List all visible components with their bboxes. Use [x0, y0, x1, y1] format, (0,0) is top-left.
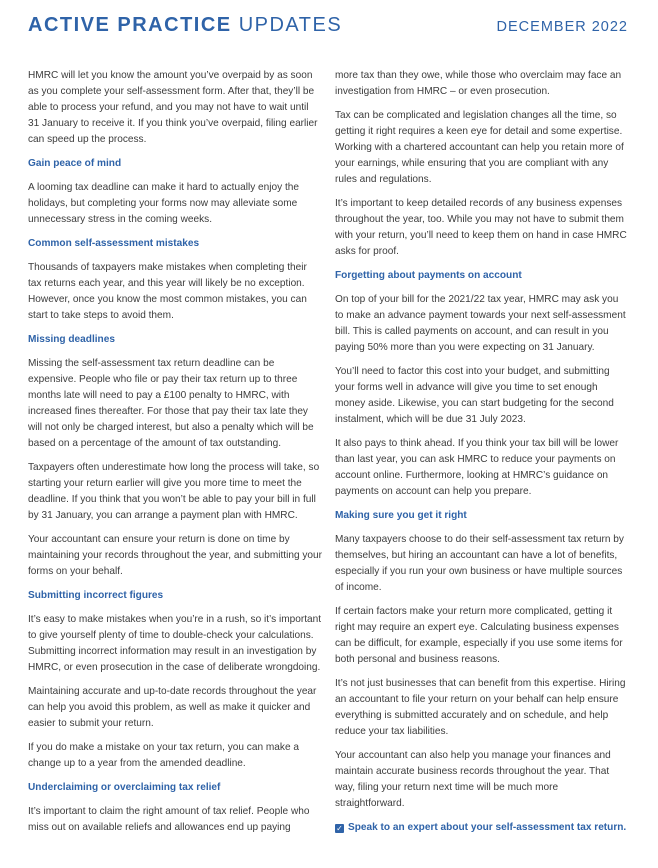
section-heading-gain-peace: Gain peace of mind	[28, 158, 122, 169]
paragraph: Missing the self-assessment tax return deadline can be expensive. People who file or pay their tax return up to three months late will need to pay a £100 penalty to HMRC, with increased fines thereafter. For those that pay their tax late they will not only be charged interest, but also a penalty which will be based on a percentage of the amount of tax outstanding.	[28, 358, 314, 449]
paragraph: On top of your bill for the 2021/22 tax year, HMRC may ask you to make an advance payment towards your next self-assessment bill. This is called payments on account, and can result in you paying 50% more than you were expecting on 31 January.	[335, 294, 626, 353]
paragraph: It also pays to think ahead. If you think your tax bill will be lower than last year, you can ask HMRC to reduce your payments on account online. Furthermore, looking at HMRC’s guidance on payments on account can help you prepare.	[335, 438, 619, 497]
paragraph: You’ll need to factor this cost into your budget, and submitting your forms well in advance will give you time to set enough money aside. Likewise, you can start budgeting for the second instalment, which will be due 31 July 2023.	[335, 366, 614, 425]
paragraph: It’s important to keep detailed records of any business expenses throughout the year, too. While you may not have to submit them with your return, you’ll need to keep them on hand in case HMRC asks for proof.	[335, 198, 627, 257]
paragraph: It’s important to claim the right amount of tax relief. People who miss out on available reliefs and allowances end up paying	[28, 806, 310, 833]
issue-date: DECEMBER 2022	[496, 19, 628, 35]
paragraph: Thousands of taxpayers make mistakes when completing their tax returns each year, and this year will likely be no exception. However, once you know the most common mistakes, you can start to take steps to avoid them.	[28, 262, 307, 321]
paragraph: If you do make a mistake on your tax return, you can make a change up to a year from the amended deadline.	[28, 742, 299, 769]
paragraph: Many taxpayers choose to do their self-assessment tax return by themselves, but hiring an accountant can have a lot of benefits, especially if you run your own business or have multiple sources of income.	[335, 534, 624, 593]
section-heading-common-mistakes: Common self-assessment mistakes	[28, 238, 200, 249]
paragraph: Taxpayers often underestimate how long the process will take, so starting your return earlier will give you more time to meet the deadline. If you think that you won’t be able to pay your bill in full by 31 January, you can arrange a payment plan with HMRC.	[28, 462, 320, 521]
brand-bold: ACTIVE PRACTICE	[28, 14, 232, 36]
paragraph: Your accountant can also help you manage your finances and maintain accurate business records throughout the year. That way, filing your return next time will be much more straightforward.	[335, 750, 611, 809]
section-heading-payments-on-account: Forgetting about payments on account	[335, 270, 522, 281]
left-column	[28, 68, 322, 844]
paragraph: It’s not just businesses that can benefit from this expertise. Hiring an accountant to file your return on your behalf can help ensure everything is submitted accurately and on schedule, and help reduce your tax liabilities.	[335, 678, 626, 737]
newsletter-title	[28, 14, 342, 37]
paragraph: It’s easy to make mistakes when you’re in a rush, so it’s important to give yourself plenty of time to double-check your calculations. Submitting incorrect information may result in an investigation by HMRC, or even prosecution in the case of deliberate wrongdoing.	[28, 614, 322, 673]
section-heading-incorrect-figures: Submitting incorrect figures	[28, 590, 164, 601]
section-heading-get-it-right: Making sure you get it right	[335, 510, 467, 521]
call-to-action-text[interactable]: Speak to an expert about your self-assessment tax return.	[348, 822, 627, 833]
paragraph: If certain factors make your return more complicated, getting it right may require an expert eye. Calculating business expenses can be difficult, for example, especially if you use some items for both personal and business reasons.	[335, 606, 623, 665]
brand-light: UPDATES	[238, 14, 343, 36]
page-header	[28, 14, 628, 40]
call-to-action[interactable]	[335, 820, 629, 836]
paragraph: A looming tax deadline can make it hard to actually enjoy the holidays, but completing your forms now may alleviate some unnecessary stress in the coming weeks.	[28, 182, 300, 225]
paragraph: Tax can be complicated and legislation changes all the time, so getting it right requires a keen eye for detail and some expertise. Working with a chartered accountant can help you retain more of your earnings, while ensuring that you are compliant with any rules and regulations.	[335, 110, 624, 185]
paragraph: Maintaining accurate and up-to-date records throughout the year can help you avoid this problem, as well as make it quicker and easier to submit your return.	[28, 686, 317, 729]
checkbox-icon: ✓	[336, 823, 343, 833]
paragraph: Your accountant can ensure your return is done on time by maintaining your records throughout the year, and submitting your forms on your behalf.	[28, 534, 323, 577]
paragraph: HMRC will let you know the amount you’ve overpaid by as soon as you complete your self-assessment form. After that, they’ll be able to process your refund, and you may not have to wait until 31 January to receive it. If you think you’ve overpaid, filing earlier can speed up the process.	[28, 70, 318, 145]
section-heading-missing-deadlines: Missing deadlines	[28, 334, 115, 345]
section-heading-tax-relief: Underclaiming or overclaiming tax relief	[28, 782, 221, 793]
right-column	[335, 68, 629, 836]
paragraph: more tax than they owe, while those who overclaim may face an investigation from HMRC – or even prosecution.	[335, 70, 622, 97]
